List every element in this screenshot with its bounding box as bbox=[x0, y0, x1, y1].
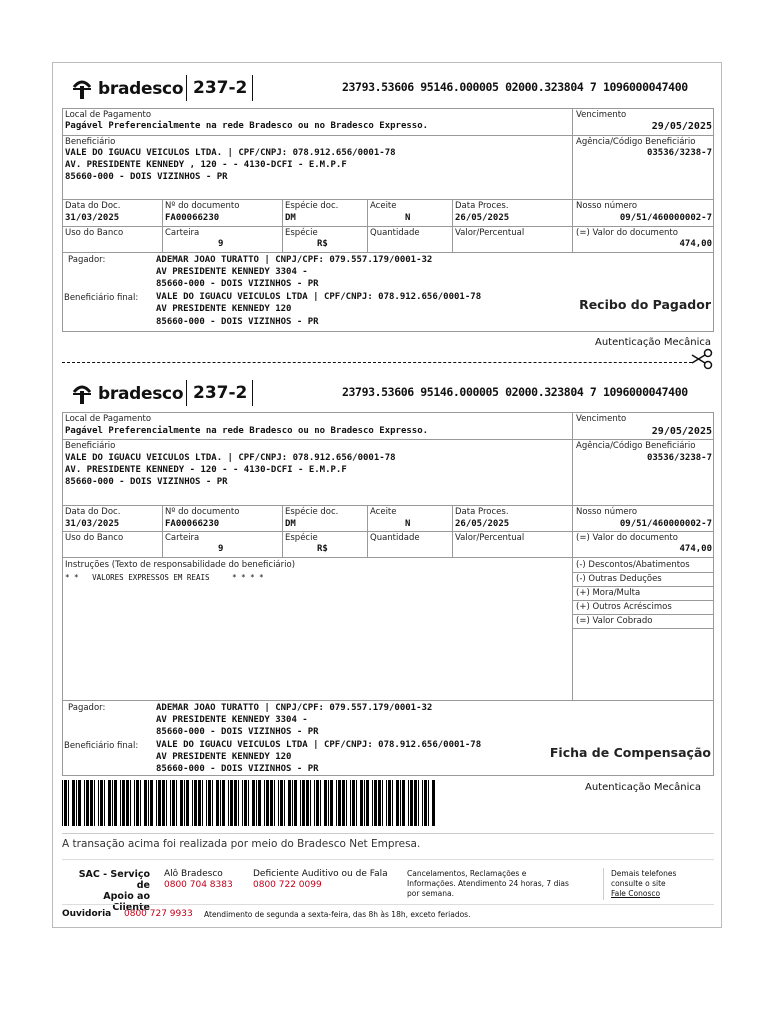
barcode-bar bbox=[180, 780, 183, 826]
barcode-bar bbox=[194, 780, 197, 826]
barcode-bar bbox=[198, 780, 201, 826]
alo-label: Alô Bradesco bbox=[164, 869, 223, 879]
barcode-bar bbox=[112, 780, 113, 826]
barcode-bar bbox=[422, 780, 423, 826]
data-doc-value: 31/03/2025 bbox=[65, 213, 120, 223]
deficiente-label: Deficiente Auditivo ou de Fala bbox=[253, 869, 388, 879]
local-pagamento-value: Pagável Preferencialmente na rede Bradesco ou no Bradesco Expresso. bbox=[65, 426, 429, 436]
agencia-codigo-value: 03536/3238-7 bbox=[646, 148, 712, 158]
carteira-value: 9 bbox=[218, 239, 224, 249]
barcode-bar bbox=[320, 780, 321, 826]
barcode-bar bbox=[270, 780, 273, 826]
label-local-pagamento: Local de Pagamento bbox=[65, 414, 152, 424]
instrucoes-text: * * VALORES EXPRESSOS EM REAIS * * * * bbox=[65, 573, 264, 582]
label-descontos: (-) Descontos/Abatimentos bbox=[576, 560, 690, 570]
beneficiario-line1: VALE DO IGUACU VEICULOS LTDA. | CPF/CNPJ: 078.912.656/0001-78 bbox=[65, 148, 396, 158]
label-pagador: Pagador: bbox=[68, 255, 106, 265]
barcode-bar bbox=[120, 780, 121, 826]
bradesco-logo-icon bbox=[70, 76, 94, 100]
pagador-line2: AV PRESIDENTE KENNEDY 3304 - bbox=[156, 715, 308, 725]
label-vencimento: Vencimento bbox=[576, 110, 627, 120]
barcode-bar bbox=[294, 780, 297, 826]
barcode-bar bbox=[256, 780, 257, 826]
barcode-bar bbox=[388, 780, 391, 826]
barcode-bar bbox=[212, 780, 213, 826]
barcode-bar bbox=[350, 780, 351, 826]
demais-telefones bbox=[611, 869, 676, 899]
bank-code: 237-2 bbox=[193, 78, 248, 98]
recibo-title: Recibo do Pagador bbox=[579, 297, 711, 312]
barcode-bar bbox=[414, 780, 417, 826]
barcode-bar bbox=[432, 780, 435, 826]
agencia-codigo-value: 03536/3238-7 bbox=[646, 453, 712, 463]
barcode-bar bbox=[94, 780, 95, 826]
beneficiario-line3: 85660-000 - DOIS VIZINHOS - PR bbox=[65, 477, 228, 487]
autenticacao-mecanica-1: Autenticação Mecânica bbox=[595, 337, 711, 348]
barcode-bar bbox=[64, 780, 67, 826]
label-valor-percentual: Valor/Percentual bbox=[455, 228, 525, 238]
ouvidoria-hours: Atendimento de segunda a sexta-feira, das 8h às 18h, exceto feriados. bbox=[204, 910, 471, 919]
scissors-icon bbox=[690, 348, 716, 370]
beneficiario-final-line2: AV PRESIDENTE KENNEDY 120 bbox=[156, 304, 292, 314]
digitable-line[interactable]: 23793.53606 95146.000005 02000.323804 7 1096000047400 bbox=[342, 385, 688, 399]
label-data-proces: Data Proces. bbox=[455, 507, 509, 517]
barcode-bar bbox=[328, 780, 329, 826]
sac-line2: Apoio ao Cliente bbox=[103, 891, 150, 913]
barcode-bar bbox=[392, 780, 393, 826]
label-quantidade: Quantidade bbox=[370, 228, 420, 238]
barcode-bar bbox=[62, 780, 63, 826]
barcode-bar bbox=[228, 780, 229, 826]
aceite-value: N bbox=[405, 519, 411, 529]
label-num-doc: Nº do documento bbox=[165, 201, 240, 211]
barcode-bar bbox=[148, 780, 149, 826]
autenticacao-mecanica-2: Autenticação Mecânica bbox=[585, 782, 701, 793]
barcode-bar bbox=[72, 780, 75, 826]
barcode-bar bbox=[176, 780, 177, 826]
barcode-bar bbox=[418, 780, 419, 826]
beneficiario-line2: AV. PRESIDENTE KENNEDY - 120 - - 4130-DCFI - E.M.P.F bbox=[65, 465, 347, 475]
label-pagador: Pagador: bbox=[68, 703, 106, 713]
ouvidoria-label: Ouvidoria bbox=[62, 909, 112, 919]
barcode-bar bbox=[150, 780, 153, 826]
barcode-bar bbox=[108, 780, 111, 826]
barcode-bar bbox=[230, 780, 233, 826]
barcode-bar bbox=[400, 780, 401, 826]
beneficiario-line2: AV. PRESIDENTE KENNEDY , 120 - - 4130-DCFI - E.M.P.F bbox=[65, 160, 347, 170]
barcode-bar bbox=[114, 780, 117, 826]
deficiente-phone[interactable]: 0800 722 0099 bbox=[253, 880, 322, 890]
barcode-bar bbox=[356, 780, 357, 826]
barcode-bar bbox=[316, 780, 319, 826]
barcode-bar bbox=[346, 780, 347, 826]
label-especie: Espécie bbox=[285, 533, 318, 543]
barcode-bar bbox=[216, 780, 219, 826]
canc-line1: Cancelamentos, Reclamações e bbox=[407, 869, 527, 878]
bradesco-logo-icon bbox=[70, 381, 94, 405]
barcode-bar bbox=[76, 780, 77, 826]
barcode-bar bbox=[264, 780, 265, 826]
barcode-bar bbox=[98, 780, 99, 826]
label-agencia-codigo: Agência/Código Beneficiário bbox=[576, 441, 696, 451]
barcode-bar bbox=[278, 780, 279, 826]
label-data-doc: Data do Doc. bbox=[65, 201, 121, 211]
num-doc-value: FA00066230 bbox=[165, 213, 220, 223]
label-beneficiario-final: Beneficiário final: bbox=[64, 741, 139, 751]
local-pagamento-value: Pagável Preferencialmente na rede Bradesco ou no Bradesco Expresso. bbox=[65, 121, 429, 131]
beneficiario-final-line1: VALE DO IGUACU VEICULOS LTDA | CPF/CNPJ: 078.912.656/0001-78 bbox=[156, 740, 482, 750]
barcode-bar bbox=[90, 780, 93, 826]
barcode-bar bbox=[170, 780, 171, 826]
especie-value: R$ bbox=[317, 239, 328, 249]
fale-conosco-link[interactable]: Fale Conosco bbox=[611, 889, 661, 898]
barcode-bar bbox=[126, 780, 129, 826]
label-valor-percentual: Valor/Percentual bbox=[455, 533, 525, 543]
barcode-bar bbox=[100, 780, 103, 826]
label-nosso-numero: Nosso número bbox=[576, 201, 638, 211]
barcode-bar bbox=[396, 780, 399, 826]
barcode-bar bbox=[186, 780, 189, 826]
barcode-bar bbox=[366, 780, 369, 826]
pagador-line1: ADEMAR JOAO TURATTO | CNPJ/CPF: 079.557.179/0001-32 bbox=[156, 255, 433, 265]
barcode-bar bbox=[364, 780, 365, 826]
label-data-proces: Data Proces. bbox=[455, 201, 509, 211]
barcode-bar bbox=[122, 780, 125, 826]
barcode-bar bbox=[136, 780, 139, 826]
label-beneficiario: Beneficiário bbox=[65, 137, 116, 147]
especie-value: R$ bbox=[317, 544, 328, 554]
data-proces-value: 26/05/2025 bbox=[455, 519, 510, 529]
barcode-bar bbox=[300, 780, 301, 826]
sac-line1: SAC - Serviço de bbox=[78, 869, 150, 891]
label-uso-banco: Uso do Banco bbox=[65, 228, 124, 238]
nosso-numero-value: 09/51/460000002-7 bbox=[619, 213, 712, 223]
barcode-bar bbox=[266, 780, 269, 826]
pagador-line3: 85660-000 - DOIS VIZINHOS - PR bbox=[156, 279, 319, 289]
barcode-bar bbox=[408, 780, 409, 826]
barcode-bar bbox=[252, 780, 255, 826]
beneficiario-final-line2: AV PRESIDENTE KENNEDY 120 bbox=[156, 752, 292, 762]
label-nosso-numero: Nosso número bbox=[576, 507, 638, 517]
barcode-bar bbox=[306, 780, 309, 826]
barcode-bar bbox=[428, 780, 429, 826]
barcode-bar bbox=[258, 780, 261, 826]
demais-line1: Demais telefones bbox=[611, 869, 677, 878]
label-carteira: Carteira bbox=[165, 533, 200, 543]
label-agencia-codigo: Agência/Código Beneficiário bbox=[576, 137, 696, 147]
barcode-bar bbox=[374, 780, 377, 826]
barcode-bar bbox=[158, 780, 161, 826]
label-aceite: Aceite bbox=[370, 201, 397, 211]
valor-documento-value: 474,00 bbox=[679, 239, 712, 249]
label-aceite: Aceite bbox=[370, 507, 397, 517]
label-uso-banco: Uso do Banco bbox=[65, 533, 124, 543]
barcode-bar bbox=[220, 780, 221, 826]
barcode-bar bbox=[184, 780, 185, 826]
label-instrucoes: Instruções (Texto de responsabilidade do beneficiário) bbox=[65, 560, 296, 570]
bank-name: bradesco bbox=[98, 79, 184, 99]
label-valor-documento: (=) Valor do documento bbox=[576, 533, 678, 543]
barcode-bar bbox=[410, 780, 413, 826]
barcode-bar bbox=[140, 780, 141, 826]
barcode-bar bbox=[156, 780, 157, 826]
cut-line bbox=[62, 362, 692, 363]
barcode-bar bbox=[336, 780, 337, 826]
barcode-bar bbox=[372, 780, 373, 826]
nosso-numero-value: 09/51/460000002-7 bbox=[619, 519, 712, 529]
barcode-bar bbox=[242, 780, 243, 826]
label-data-doc: Data do Doc. bbox=[65, 507, 121, 517]
barcode-bar bbox=[274, 780, 275, 826]
label-especie-doc: Espécie doc. bbox=[285, 201, 339, 211]
barcode-bar bbox=[206, 780, 207, 826]
barcode-bar bbox=[202, 780, 203, 826]
barcode-bar bbox=[342, 780, 345, 826]
barcode-bar bbox=[302, 780, 305, 826]
barcode-bar bbox=[378, 780, 381, 826]
demais-line2: consulte o site bbox=[611, 879, 666, 888]
barcode-bar bbox=[288, 780, 291, 826]
label-carteira: Carteira bbox=[165, 228, 200, 238]
aceite-value: N bbox=[405, 213, 411, 223]
data-doc-value: 31/03/2025 bbox=[65, 519, 120, 529]
ouvidoria-phone[interactable]: 0800 727 9933 bbox=[124, 909, 193, 919]
label-valor-cobrado: (=) Valor Cobrado bbox=[576, 616, 653, 626]
barcode-bar bbox=[292, 780, 293, 826]
pagador-line2: AV PRESIDENTE KENNEDY 3304 - bbox=[156, 267, 308, 277]
barcode-bar bbox=[68, 780, 69, 826]
label-beneficiario: Beneficiário bbox=[65, 441, 116, 451]
barcode-bar bbox=[234, 780, 237, 826]
barcode-bar bbox=[134, 780, 135, 826]
barcode-bar bbox=[162, 780, 165, 826]
carteira-value: 9 bbox=[218, 544, 224, 554]
label-outros-acrescimos: (+) Outros Acréscimos bbox=[576, 602, 672, 612]
barcode-bar bbox=[130, 780, 131, 826]
vencimento-value: 29/05/2025 bbox=[651, 426, 712, 437]
sac-title bbox=[70, 869, 150, 913]
label-especie-doc: Espécie doc. bbox=[285, 507, 339, 517]
barcode-bar bbox=[172, 780, 175, 826]
barcode-bar bbox=[166, 780, 167, 826]
barcode bbox=[62, 780, 440, 826]
beneficiario-final-line1: VALE DO IGUACU VEICULOS LTDA | CPF/CNPJ: 078.912.656/0001-78 bbox=[156, 292, 482, 302]
barcode-bar bbox=[310, 780, 311, 826]
barcode-bar bbox=[84, 780, 85, 826]
barcode-bar bbox=[338, 780, 341, 826]
barcode-bar bbox=[248, 780, 249, 826]
especie-doc-value: DM bbox=[285, 213, 296, 223]
net-empresa-notice: A transação acima foi realizada por meio do Bradesco Net Empresa. bbox=[62, 838, 421, 850]
deficiente-auditivo bbox=[253, 869, 388, 891]
vencimento-value: 29/05/2025 bbox=[651, 121, 712, 132]
barcode-bar bbox=[222, 780, 225, 826]
beneficiario-final-line3: 85660-000 - DOIS VIZINHOS - PR bbox=[156, 764, 319, 774]
data-proces-value: 26/05/2025 bbox=[455, 213, 510, 223]
bank-code: 237-2 bbox=[193, 383, 248, 403]
label-valor-documento: (=) Valor do documento bbox=[576, 228, 678, 238]
digitable-line[interactable]: 23793.53606 95146.000005 02000.323804 7 1096000047400 bbox=[342, 80, 688, 94]
pagador-line1: ADEMAR JOAO TURATTO | CNPJ/CPF: 079.557.179/0001-32 bbox=[156, 703, 433, 713]
beneficiario-line3: 85660-000 - DOIS VIZINHOS - PR bbox=[65, 172, 228, 182]
alo-phone[interactable]: 0800 704 8383 bbox=[164, 880, 233, 890]
label-especie: Espécie bbox=[285, 228, 318, 238]
alo-bradesco bbox=[164, 869, 233, 891]
pagador-line3: 85660-000 - DOIS VIZINHOS - PR bbox=[156, 727, 319, 737]
barcode-bar bbox=[280, 780, 283, 826]
barcode-bar bbox=[382, 780, 383, 826]
barcode-bar bbox=[424, 780, 427, 826]
valor-documento-value: 474,00 bbox=[679, 544, 712, 554]
num-doc-value: FA00066230 bbox=[165, 519, 220, 529]
canc-line3: por semana. bbox=[407, 889, 454, 898]
label-local-pagamento: Local de Pagamento bbox=[65, 110, 152, 120]
cancelamentos-info bbox=[407, 869, 569, 899]
barcode-bar bbox=[192, 780, 193, 826]
barcode-bar bbox=[208, 780, 211, 826]
label-quantidade: Quantidade bbox=[370, 533, 420, 543]
barcode-bar bbox=[284, 780, 285, 826]
barcode-bar bbox=[78, 780, 81, 826]
beneficiario-line1: VALE DO IGUACU VEICULOS LTDA. | CPF/CNPJ: 078.912.656/0001-78 bbox=[65, 453, 396, 463]
label-beneficiario-final: Beneficiário final: bbox=[64, 293, 139, 303]
barcode-bar bbox=[360, 780, 363, 826]
barcode-bar bbox=[86, 780, 89, 826]
barcode-bar bbox=[244, 780, 247, 826]
bank-name: bradesco bbox=[98, 384, 184, 404]
canc-line2: Informações. Atendimento 24 horas, 7 dias bbox=[407, 879, 569, 888]
barcode-bar bbox=[386, 780, 387, 826]
label-vencimento: Vencimento bbox=[576, 414, 627, 424]
barcode-bar bbox=[238, 780, 239, 826]
label-num-doc: Nº do documento bbox=[165, 507, 240, 517]
barcode-bar bbox=[314, 780, 315, 826]
ficha-title: Ficha de Compensação bbox=[549, 745, 711, 760]
beneficiario-final-line3: 85660-000 - DOIS VIZINHOS - PR bbox=[156, 317, 319, 327]
barcode-bar bbox=[330, 780, 333, 826]
especie-doc-value: DM bbox=[285, 519, 296, 529]
label-mora-multa: (+) Mora/Multa bbox=[576, 588, 641, 598]
barcode-bar bbox=[104, 780, 105, 826]
barcode-bar bbox=[352, 780, 355, 826]
barcode-bar bbox=[324, 780, 327, 826]
barcode-bar bbox=[144, 780, 147, 826]
label-outras-deducoes: (-) Outras Deduções bbox=[576, 574, 662, 584]
barcode-bar bbox=[402, 780, 405, 826]
